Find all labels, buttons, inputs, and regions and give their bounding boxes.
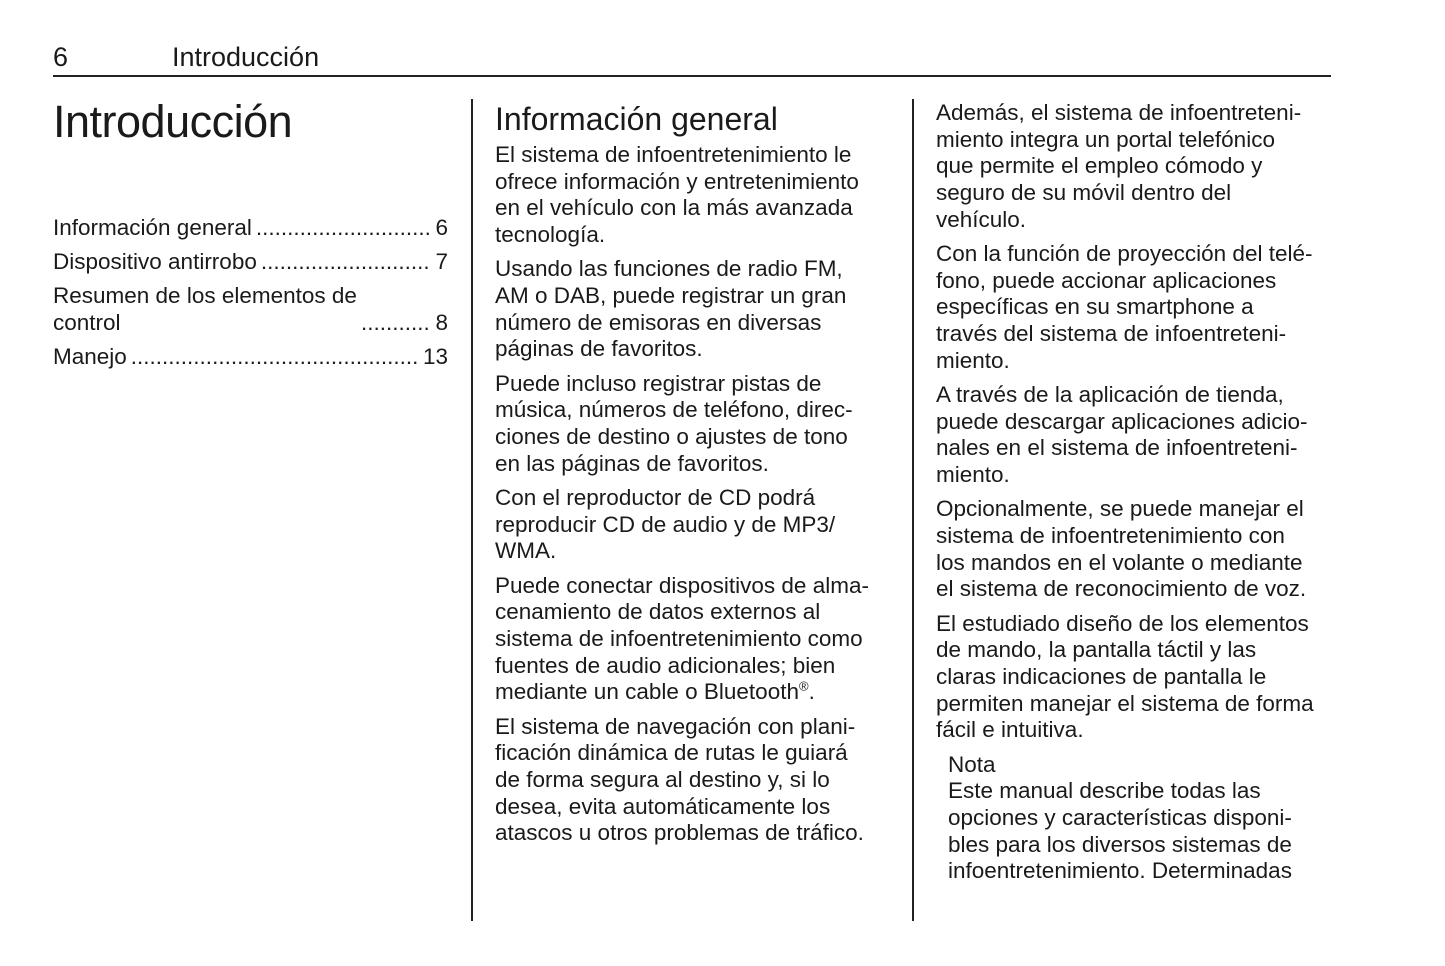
- note-box: [948, 752, 1336, 886]
- text-line: número de emisoras en diversas: [495, 309, 822, 335]
- toc-label: Resumen de los elementos de control: [53, 283, 357, 336]
- paragraph: [495, 142, 895, 249]
- toc-leader: [256, 215, 432, 242]
- text-line: El sistema de navegación con plani-: [495, 713, 856, 739]
- toc-entry[interactable]: [53, 249, 448, 276]
- toc-leader: [361, 310, 432, 337]
- text-line: de forma segura al destino y, si lo: [495, 766, 830, 792]
- text-line: atascos u otros problemas de tráfico.: [495, 820, 864, 846]
- toc-label: Información general: [53, 215, 252, 240]
- toc-entry[interactable]: [53, 215, 448, 242]
- text-line: El sistema de infoentretenimiento le: [495, 142, 852, 167]
- text-line: ciones de destino o ajustes de tono: [495, 424, 848, 450]
- toc-page: 13: [422, 344, 448, 370]
- page-number: 6: [53, 42, 69, 72]
- text-line: infoentretenimiento. Determinadas: [948, 858, 1292, 884]
- paragraph: [936, 100, 1336, 234]
- text-line: WMA.: [495, 538, 557, 564]
- text-line: ofrece información y entretenimiento: [495, 168, 859, 194]
- paragraph: [936, 496, 1336, 603]
- text-line: de mando, la pantalla táctil y las: [936, 637, 1257, 663]
- toc-label: Manejo: [53, 344, 127, 370]
- toc-page: 7: [435, 249, 448, 275]
- text-line: Con el reproductor de CD podrá: [495, 484, 816, 510]
- running-header: Introducción: [172, 42, 320, 72]
- text-line: vehículo.: [936, 206, 1027, 232]
- paragraph: [495, 256, 895, 363]
- paragraph: [936, 382, 1336, 489]
- column-body: [936, 100, 1336, 744]
- text-line: Usando las funciones de radio FM,: [495, 256, 843, 282]
- column-divider: [471, 99, 473, 921]
- toc-leader: [261, 249, 432, 276]
- text-line: Opcionalmente, se puede manejar el: [936, 496, 1304, 522]
- text-line: seguro de su móvil dentro del: [936, 180, 1232, 206]
- text-line: A través de la aplicación de tienda,: [936, 382, 1284, 408]
- text-line: tecnología.: [495, 222, 606, 248]
- text-line: Puede conectar dispositivos de alma-: [495, 572, 869, 598]
- toc-entry[interactable]: [53, 344, 448, 371]
- text-line: puede descargar aplicaciones adicio-: [936, 408, 1308, 434]
- text-line: Con la función de proyección del telé-: [936, 241, 1313, 267]
- text-line: sistema de infoentretenimiento con: [936, 523, 1285, 549]
- text-line: reproducir CD de audio y de MP3/: [495, 511, 836, 537]
- text-line: Además, el sistema de infoentreteni-: [936, 100, 1302, 125]
- text-line: ficación dinámica de rutas le guiará: [495, 740, 848, 766]
- note-title: Nota: [948, 751, 996, 777]
- paragraph: [495, 714, 895, 848]
- text-line: bles para los diversos sistemas de: [948, 831, 1292, 857]
- column-general-info: [495, 100, 895, 855]
- text-line: fácil e intuitiva.: [936, 717, 1084, 743]
- text-line: Puede incluso registrar pistas de: [495, 370, 822, 396]
- toc-leader: [131, 344, 419, 371]
- text-line: AM o DAB, puede registrar un gran: [495, 283, 847, 309]
- text-line: El estudiado diseño de los elementos: [936, 610, 1309, 636]
- text-line: permiten manejar el sistema de forma: [936, 690, 1314, 716]
- registered-mark: ®: [798, 678, 809, 694]
- text-line: desea, evita automáticamente los: [495, 793, 831, 819]
- text-line: mediante un cable o Bluetooth®.: [495, 678, 815, 705]
- text-line: nales en el sistema de infoentreteni-: [936, 435, 1298, 461]
- column-continued: [936, 100, 1336, 893]
- toc-page: 8: [435, 310, 448, 336]
- text-line: páginas de favoritos.: [495, 336, 703, 362]
- column-body: [495, 142, 895, 847]
- paragraph: [936, 611, 1336, 745]
- text-line: opciones y características disponi-: [948, 805, 1292, 831]
- paragraph: [936, 241, 1336, 375]
- text-line: miento.: [936, 347, 1010, 373]
- note-text: [948, 778, 1336, 885]
- text-line: música, números de teléfono, direc-: [495, 397, 853, 423]
- section-heading: Información general: [495, 101, 778, 137]
- text-line: claras indicaciones de pantalla le: [936, 664, 1267, 690]
- text-line: través del sistema de infoentreteni-: [936, 321, 1287, 347]
- text-line: el sistema de reconocimiento de voz.: [936, 576, 1307, 602]
- toc-page: 6: [435, 215, 448, 240]
- text-line: fuentes de audio adicionales; bien: [495, 652, 836, 678]
- text-line: sistema de infoentretenimiento como: [495, 625, 863, 651]
- text-line: miento.: [936, 462, 1010, 488]
- text-line: fono, puede accionar aplicaciones: [936, 267, 1277, 293]
- header-rule: [53, 75, 1331, 77]
- text-line: que permite el empleo cómodo y: [936, 153, 1263, 179]
- toc-entry[interactable]: [53, 283, 448, 336]
- text-line: específicas en su smartphone a: [936, 294, 1254, 320]
- toc-label: Dispositivo antirrobo: [53, 249, 257, 275]
- paragraph: [495, 573, 895, 707]
- paragraph: [495, 371, 895, 478]
- text-line: miento integra un portal telefónico: [936, 126, 1275, 152]
- text-line: Este manual describe todas las: [948, 778, 1261, 804]
- table-of-contents: [53, 215, 448, 379]
- text-line: los mandos en el volante o mediante: [936, 549, 1303, 575]
- text-line: cenamiento de datos externos al: [495, 599, 821, 625]
- column-divider: [912, 99, 914, 921]
- paragraph: [495, 485, 895, 565]
- chapter-title: Introducción: [53, 96, 293, 147]
- text-line: en el vehículo con la más avanzada: [495, 195, 853, 221]
- text-line: en las páginas de favoritos.: [495, 450, 769, 476]
